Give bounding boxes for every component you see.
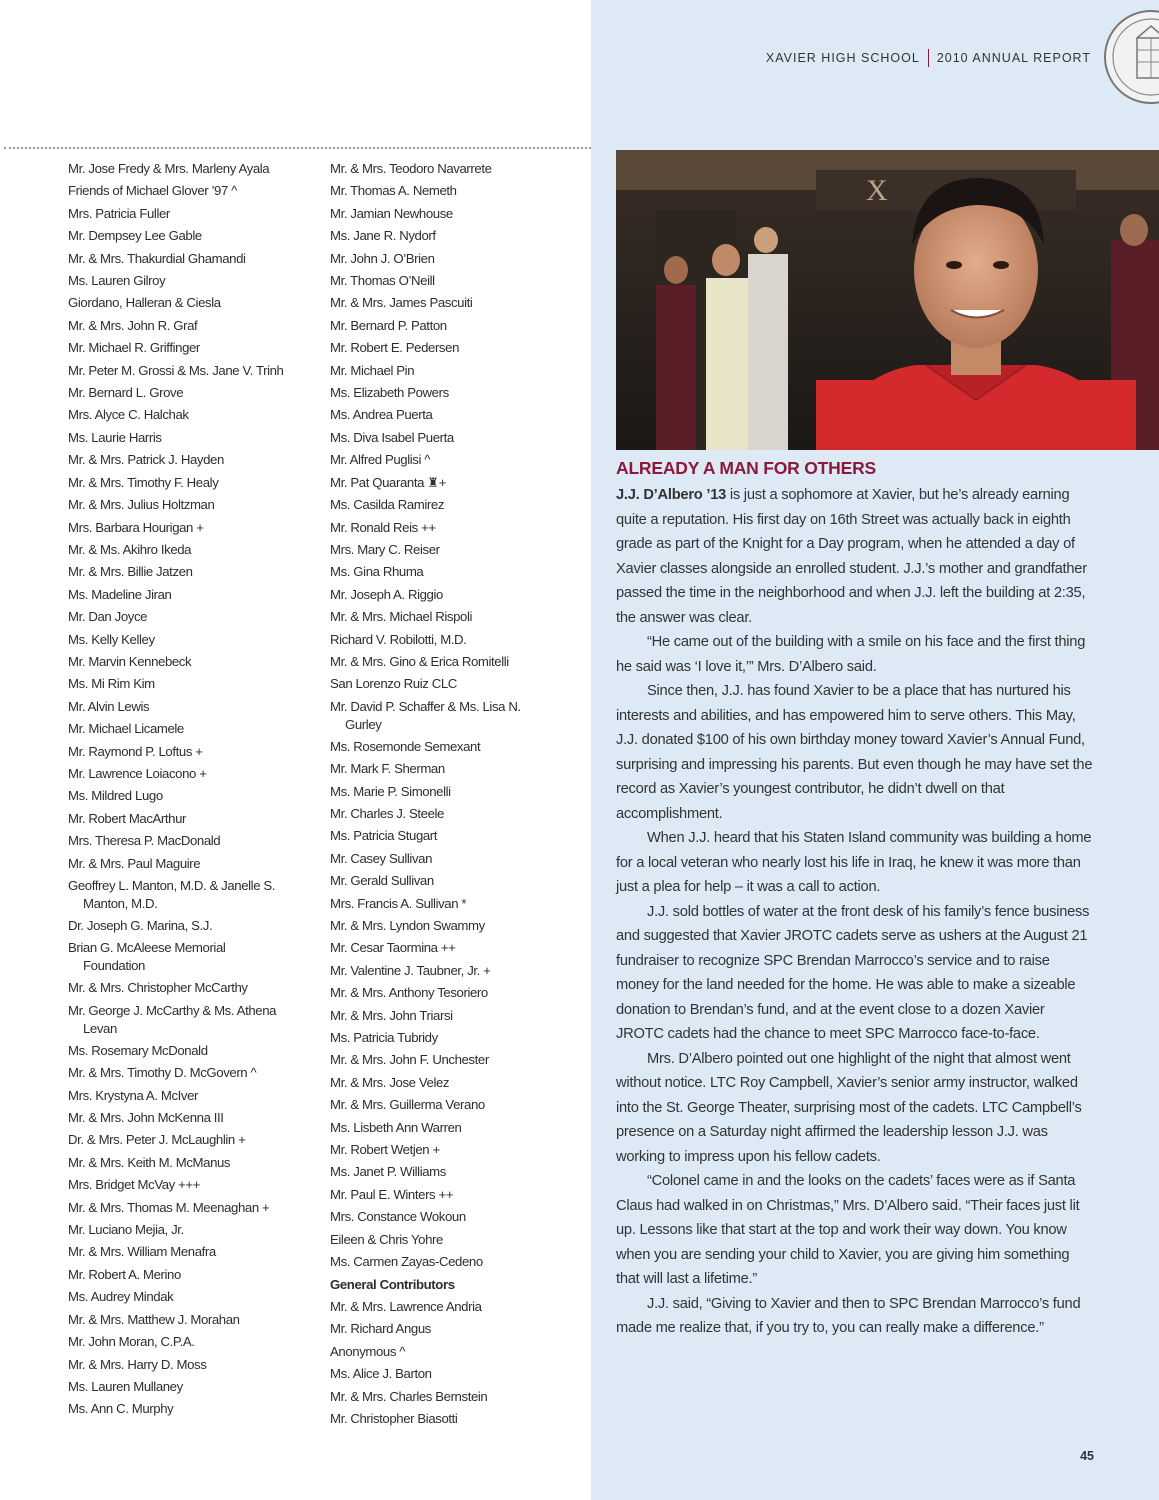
donor-name: Mrs. Patricia Fuller (68, 205, 170, 221)
donor-list-item (330, 870, 585, 892)
donor-list-item (68, 1309, 318, 1331)
donor-list-item (330, 606, 585, 628)
donor-name: Eileen & Chris Yohre (330, 1231, 443, 1247)
donor-name: Mr. & Mrs. Matthew J. Morahan (68, 1311, 240, 1327)
donor-name: Mr. Michael Pin (330, 362, 415, 378)
donor-name: Mr. & Ms. Akihro Ikeda (68, 541, 192, 557)
donor-list-item (68, 1331, 318, 1353)
donor-name: Ms. Casilda Ramirez (330, 497, 445, 513)
donor-name: Giordano, Halleran & Ciesla (68, 295, 221, 311)
donor-name: Ms. Kelly Kelley (68, 631, 155, 647)
donor-name: Mr. Bernard L. Grove (68, 385, 184, 401)
donor-list-item (68, 741, 318, 763)
donor-name: Mr. & Mrs. Billie Jatzen (68, 564, 193, 580)
donor-list-item (68, 449, 318, 471)
donor-name: Mr. Jamian Newhouse (330, 205, 453, 221)
story-body (616, 483, 1096, 1341)
donor-list-item (330, 803, 585, 825)
donor-list-item (68, 696, 318, 718)
donor-list-item (330, 893, 585, 915)
donor-name: Mr. Joseph A. Riggio (330, 586, 443, 602)
donor-list-item (330, 1184, 585, 1206)
donor-list-item (330, 825, 585, 847)
donor-list-item (68, 1398, 318, 1420)
donor-name: Mr. Cesar Taormina ++ (330, 940, 456, 956)
story-paragraph: J.J. said, “Giving to Xavier and then to SPC Brendan Marrocco’s fund made me realize that, if you try to, you can really make a difference.” (616, 1295, 1081, 1336)
donor-name: Friends of Michael Glover ’97 ^ (68, 183, 237, 199)
donor-list-item (68, 494, 318, 516)
donor-name: Mrs. Francis A. Sullivan * (330, 895, 467, 911)
donor-name: Mrs. Bridget McVay +++ (68, 1177, 201, 1193)
donor-name: Mr. Dempsey Lee Gable (68, 228, 202, 244)
donor-list-item (330, 561, 585, 583)
donor-name: Mr. Gerald Sullivan (330, 873, 434, 889)
donor-list-item (68, 785, 318, 807)
donor-list-item (68, 292, 318, 314)
donor-list-item (68, 1376, 318, 1398)
donor-name: Mr. Alvin Lewis (68, 698, 150, 714)
donor-list-item (68, 360, 318, 382)
donor-name: Mrs. Mary C. Reiser (330, 541, 440, 557)
donor-name: Mr. Ronald Reis ++ (330, 519, 436, 535)
donor-name: Mr. Robert Wetjen + (330, 1142, 440, 1158)
donor-name: Mr. Alfred Puglisi ^ (330, 452, 431, 468)
donor-list-item (68, 977, 318, 999)
donor-name: Mr. Jose Fredy & Mrs. Marleny Ayala (68, 161, 270, 176)
page-number: 45 (1080, 1449, 1094, 1463)
donor-list-item (330, 1139, 585, 1161)
donor-name: Mr. Robert A. Merino (68, 1266, 181, 1282)
donor-list-item (330, 915, 585, 937)
donor-list-item (330, 203, 585, 225)
donor-list-item: Mr. Richard Angus (330, 1321, 431, 1337)
donor-name: Richard V. Robilotti, M.D. (330, 631, 467, 647)
donor-list-item (330, 360, 585, 382)
donor-list-item (68, 1152, 318, 1174)
donor-list-item (330, 472, 585, 494)
donor-list-item (68, 270, 318, 292)
donor-list-item (330, 427, 585, 449)
story-paragraph: Mrs. D’Albero pointed out one highlight of the night that almost went without notice. LTC Roy Campbell, Xavier’s senior army instructor, walked into the St. George Theater, surprising most of the cadets. LTC Campbell’s presence on a Saturday night affirmed the leadership lesson J.J. was working to impress upon his fellow cadets. (616, 1050, 1082, 1165)
donor-name: Ms. Jane R. Nydorf (330, 228, 436, 244)
donor-list-item (68, 427, 318, 449)
donor-name: Ms. Marie P. Simonelli (330, 783, 451, 799)
donor-name: Mr. & Mrs. Julius Holtzman (68, 497, 215, 513)
donor-list-item (330, 651, 585, 673)
donor-list-item (68, 248, 318, 270)
school-name: XAVIER HIGH SCHOOL (765, 51, 920, 65)
donor-list-item (68, 1085, 318, 1107)
donor-name: Dr. & Mrs. Peter J. McLaughlin + (68, 1132, 246, 1148)
donor-list-item (330, 736, 585, 758)
donor-name: Ms. Audrey Mindak (68, 1289, 174, 1305)
donor-list-item (68, 1354, 318, 1376)
donor-list-item (68, 337, 318, 359)
donor-name: Mr. & Mrs. William Menafra (68, 1244, 216, 1260)
donor-name: Mr. Raymond P. Loftus + (68, 743, 203, 759)
donor-list-item (330, 1206, 585, 1228)
donor-name: San Lorenzo Ruiz CLC (330, 676, 457, 692)
donor-name: Mr. & Mrs. Michael Rispoli (330, 609, 473, 625)
donor-name: Mrs. Barbara Hourigan + (68, 519, 204, 535)
donor-name: Mr. & Mrs. Jose Velez (330, 1074, 450, 1090)
donor-list-item (68, 382, 318, 404)
donor-list-item (330, 1251, 585, 1273)
story-title: ALREADY A MAN FOR OTHERS (616, 458, 876, 478)
donor-name: Mr. Pat Quaranta ♜+ (330, 474, 447, 490)
donor-name: Mr. & Mrs. James Pascuiti (330, 295, 473, 311)
donor-list-item (68, 1197, 318, 1219)
donor-list-item: Mr. & Mrs. Lawrence Andria (330, 1298, 482, 1314)
donor-list-column-2 (330, 158, 585, 1430)
donor-list-item (330, 1161, 585, 1183)
donor-list-item (330, 270, 585, 292)
donor-name-continued: Manton, M.D. (83, 896, 158, 911)
donor-name: Mr. Mark F. Sherman (330, 761, 445, 777)
donor-list-item (330, 225, 585, 247)
donor-name: Ms. Lisbeth Ann Warren (330, 1119, 462, 1135)
donor-list-item (330, 937, 585, 959)
donor-name: Mr. & Mrs. John R. Graf (68, 317, 198, 333)
donor-name: Ms. Patricia Tubridy (330, 1030, 438, 1046)
donor-list-item (68, 1241, 318, 1263)
donor-list-item (68, 1174, 318, 1196)
donor-list-item (330, 1049, 585, 1071)
donor-name: Dr. Joseph G. Marina, S.J. (68, 918, 213, 933)
donor-name: Mrs. Krystyna A. McIver (68, 1087, 199, 1103)
donor-name: Ms. Gina Rhuma (330, 564, 424, 580)
donor-list-item (68, 1000, 318, 1040)
donor-name: Ms. Rosemonde Semexant (330, 738, 481, 754)
svg-text:X: X (866, 174, 888, 207)
donor-list-item (330, 848, 585, 870)
donor-name: Ms. Diva Isabel Puerta (330, 429, 454, 445)
donor-list-item (68, 1264, 318, 1286)
donor-list-item (330, 758, 585, 780)
donor-name: Mr. & Mrs. Harry D. Moss (68, 1356, 207, 1372)
donor-name: Mr. & Mrs. Patrick J. Hayden (68, 452, 224, 468)
story-paragraph: Since then, J.J. has found Xavier to be a place that has nurtured his interests and abilities, and has empowered him to serve others. This May, J.J. donated $100 of his own birthday money toward Xavier’s Annual Fund, surprising and impressing his parents. But even though he may have set the record as Xavier’s youngest contributor, he didn’t dwell on that accomplishment. (616, 683, 1093, 822)
donor-name: Mr. & Mrs. John Triarsi (330, 1007, 453, 1023)
donor-list-item (68, 517, 318, 539)
donor-name-continued: Gurley (345, 716, 382, 732)
donor-name: Mr. John Moran, C.P.A. (68, 1334, 195, 1350)
donor-list-item: Ms. Alice J. Barton (330, 1366, 432, 1382)
report-name: 2010 ANNUAL REPORT (936, 51, 1091, 65)
story-paragraph-text: is just a sophomore at Xavier, but he’s already earning quite a reputation. His first day on 16th Street was actually back in eighth grade as part of the Knight for a Day program, when he attended a day of Xavier classes alongside an enrolled student. J.J.’s mother and grandfather passed the time in the neighborhood and when J.J. left the building at 2:35, the answer was clear. (616, 487, 1087, 626)
donor-list-item (330, 1229, 585, 1251)
student-photo-illustration (616, 150, 1159, 450)
donor-name: Mr. Michael Licamele (68, 721, 184, 737)
donor-name: Mr. & Mrs. Teodoro Navarrete (330, 161, 492, 176)
story-paragraph (616, 483, 1096, 630)
donor-name: Ms. Andrea Puerta (330, 407, 433, 423)
donor-list-item: Anonymous ^ (330, 1343, 406, 1359)
donor-name: Mr. & Mrs. John McKenna III (68, 1110, 224, 1126)
donor-list-item (68, 629, 318, 651)
donor-name: Mr. George J. McCarthy & Ms. Athena (68, 1002, 277, 1018)
donor-list-item (68, 915, 318, 937)
donor-list-item (330, 1027, 585, 1049)
story-paragraph: J.J. sold bottles of water at the front desk of his family’s fence business and suggested that Xavier JROTC cadets serve as ushers at the August 21 fundraiser to recognize SPC Brendan Marrocco’s service and to raise money for the land needed for the home. He was able to make a sizeable donation to Brendan’s fund, and at the event close to a dozen Xavier JROTC cadets had the chance to meet SPC Marrocco face-to-face. (616, 903, 1090, 1042)
donor-list-column-1 (68, 158, 318, 1421)
donor-list-item: Mr. Christopher Biasotti (330, 1410, 458, 1426)
donor-list-item (68, 158, 318, 180)
donor-name: Ms. Elizabeth Powers (330, 385, 449, 401)
donor-list-item (68, 1062, 318, 1084)
donor-list-item (68, 472, 318, 494)
donor-name: Mr. Lawrence Loiacono + (68, 765, 207, 781)
donor-name: Mr. & Mrs. Anthony Tesoriero (330, 985, 488, 1001)
section-divider (4, 147, 591, 149)
donor-list-item (330, 629, 585, 651)
donor-list-item (330, 382, 585, 404)
donor-list-item (330, 248, 585, 270)
header-divider (928, 49, 929, 67)
donor-name: Mr. & Mrs. Timothy D. McGovern ^ (68, 1065, 257, 1081)
donor-name: Ms. Ann C. Murphy (68, 1401, 174, 1417)
donor-name: Mr. John J. O’Brien (330, 250, 435, 266)
donor-name: Mr. & Mrs. Paul Maguire (68, 855, 201, 871)
donor-list-item (68, 584, 318, 606)
school-seal-icon (1103, 8, 1159, 106)
general-contributors-heading: General Contributors (330, 1276, 455, 1292)
donor-name: Mr. & Mrs. Thomas M. Meenaghan + (68, 1199, 270, 1215)
donor-name: Geoffrey L. Manton, M.D. & Janelle S. (68, 878, 276, 893)
donor-list-item (68, 718, 318, 740)
donor-name: Ms. Madeline Jiran (68, 586, 172, 602)
donor-list-item (68, 539, 318, 561)
donor-name: Ms. Mildred Lugo (68, 788, 163, 804)
donor-name: Mr. & Mrs. Gino & Erica Romitelli (330, 653, 509, 669)
donor-list-item (68, 763, 318, 785)
donor-name: Ms. Laurie Harris (68, 429, 162, 445)
donor-list-item (330, 158, 585, 180)
donor-name: Ms. Lauren Mullaney (68, 1378, 183, 1394)
donor-name-continued: Levan (83, 1020, 117, 1036)
donor-list-item (68, 1040, 318, 1062)
donor-list-item (68, 830, 318, 852)
donor-list-item (68, 1219, 318, 1241)
donor-name: Mr. Michael R. Griffinger (68, 340, 200, 356)
donor-name: Mr. David P. Schaffer & Ms. Lisa N. (330, 698, 521, 714)
donor-list-item (68, 875, 318, 915)
donor-list-item (68, 203, 318, 225)
donor-list-item (68, 1286, 318, 1308)
donor-list-item (330, 673, 585, 695)
donor-name: Mr. Bernard P. Patton (330, 317, 447, 333)
donor-list-item (68, 808, 318, 830)
donor-name: Mr. & Mrs. Guillerma Verano (330, 1097, 485, 1113)
story-paragraph: “He came out of the building with a smile on his face and the first thing he said was ‘I love it,’” Mrs. D’Albero said. (616, 634, 1086, 675)
donor-list-item (330, 696, 585, 736)
donor-name: Mrs. Theresa P. MacDonald (68, 833, 221, 849)
donor-list-item (68, 853, 318, 875)
donor-list-item (330, 315, 585, 337)
page-header (766, 49, 1091, 67)
donor-list-item (330, 584, 585, 606)
donor-name: Mr. Robert MacArthur (68, 810, 187, 826)
donor-list-item (68, 651, 318, 673)
donor-name: Mrs. Constance Wokoun (330, 1209, 466, 1225)
donor-list-item (68, 1129, 318, 1151)
donor-list-item (68, 1107, 318, 1129)
donor-list-item (68, 225, 318, 247)
donor-list-item (330, 1117, 585, 1139)
donor-list-item (330, 494, 585, 516)
donor-name: Mr. Thomas O’Neill (330, 273, 435, 289)
donor-name: Mr. Charles J. Steele (330, 805, 444, 821)
donor-name: Mr. & Mrs. Keith M. McManus (68, 1154, 231, 1170)
story-lead: J.J. D’Albero ’13 (616, 487, 727, 503)
donor-name: Mr. Valentine J. Taubner, Jr. + (330, 962, 491, 978)
donor-name: Mr. Thomas A. Nemeth (330, 183, 457, 199)
donor-list-item (68, 404, 318, 426)
donor-list-item (68, 673, 318, 695)
student-photo (616, 150, 1159, 450)
donor-name: Mr. & Mrs. Timothy F. Healy (68, 474, 219, 490)
donor-name: Mr. Dan Joyce (68, 609, 148, 625)
donor-name: Mr. Paul E. Winters ++ (330, 1186, 454, 1202)
donor-list-item (330, 982, 585, 1004)
donor-list-item (330, 781, 585, 803)
donor-name: Mr. & Mrs. Lyndon Swammy (330, 918, 485, 933)
donor-name: Mr. Marvin Kennebeck (68, 653, 192, 669)
donor-list-item (330, 404, 585, 426)
donor-name: Ms. Lauren Gilroy (68, 273, 166, 289)
donor-name: Ms. Mi Rim Kim (68, 676, 155, 692)
donor-name: Mr. Robert E. Pedersen (330, 340, 459, 356)
donor-list-item: Mr. & Mrs. Charles Bernstein (330, 1388, 488, 1404)
donor-list-item (330, 960, 585, 982)
donor-list-item (330, 517, 585, 539)
donor-name: Mrs. Alyce C. Halchak (68, 407, 189, 423)
donor-name: Ms. Carmen Zayas-Cedeno (330, 1254, 483, 1270)
donor-list-item (330, 449, 585, 471)
donor-name: Ms. Patricia Stugart (330, 828, 438, 844)
donor-list-item (330, 1072, 585, 1094)
donor-list-item (68, 937, 318, 977)
donor-name: Ms. Janet P. Williams (330, 1164, 446, 1180)
donor-name: Mr. & Mrs. John F. Unchester (330, 1052, 489, 1068)
donor-list-item (68, 180, 318, 202)
donor-name: Ms. Rosemary McDonald (68, 1042, 208, 1058)
donor-list-item (330, 180, 585, 202)
donor-name-continued: Foundation (83, 958, 145, 974)
donor-list-item (330, 292, 585, 314)
donor-list-item (68, 315, 318, 337)
donor-list-item (330, 539, 585, 561)
donor-name: Brian G. McAleese Memorial (68, 940, 226, 956)
donor-name: Mr. & Mrs. Thakurdial Ghamandi (68, 250, 246, 266)
donor-list-item (330, 337, 585, 359)
donor-list-item (68, 606, 318, 628)
donor-name: Mr. Peter M. Grossi & Ms. Jane V. Trinh (68, 362, 284, 378)
story-paragraph: When J.J. heard that his Staten Island community was building a home for a local veteran who nearly lost his life in Iraq, he knew it was more than just a plea for help – it was a call to action. (616, 830, 1092, 895)
donor-list-item (68, 561, 318, 583)
story-paragraph: “Colonel came in and the looks on the cadets’ faces were as if Santa Claus had walked in on Christmas,” Mrs. D’Albero said. “Their faces just lit up. Lessons like that start at the top and work their way down. You know when you are sending your child to Xavier, you are giving him something that will last a lifetime.” (616, 1173, 1080, 1287)
donor-name: Mr. Luciano Mejia, Jr. (68, 1222, 184, 1238)
donor-list-item (330, 1005, 585, 1027)
donor-name: Mr. & Mrs. Christopher McCarthy (68, 980, 248, 996)
donor-name: Mr. Casey Sullivan (330, 850, 433, 866)
donor-list-item (330, 1094, 585, 1116)
